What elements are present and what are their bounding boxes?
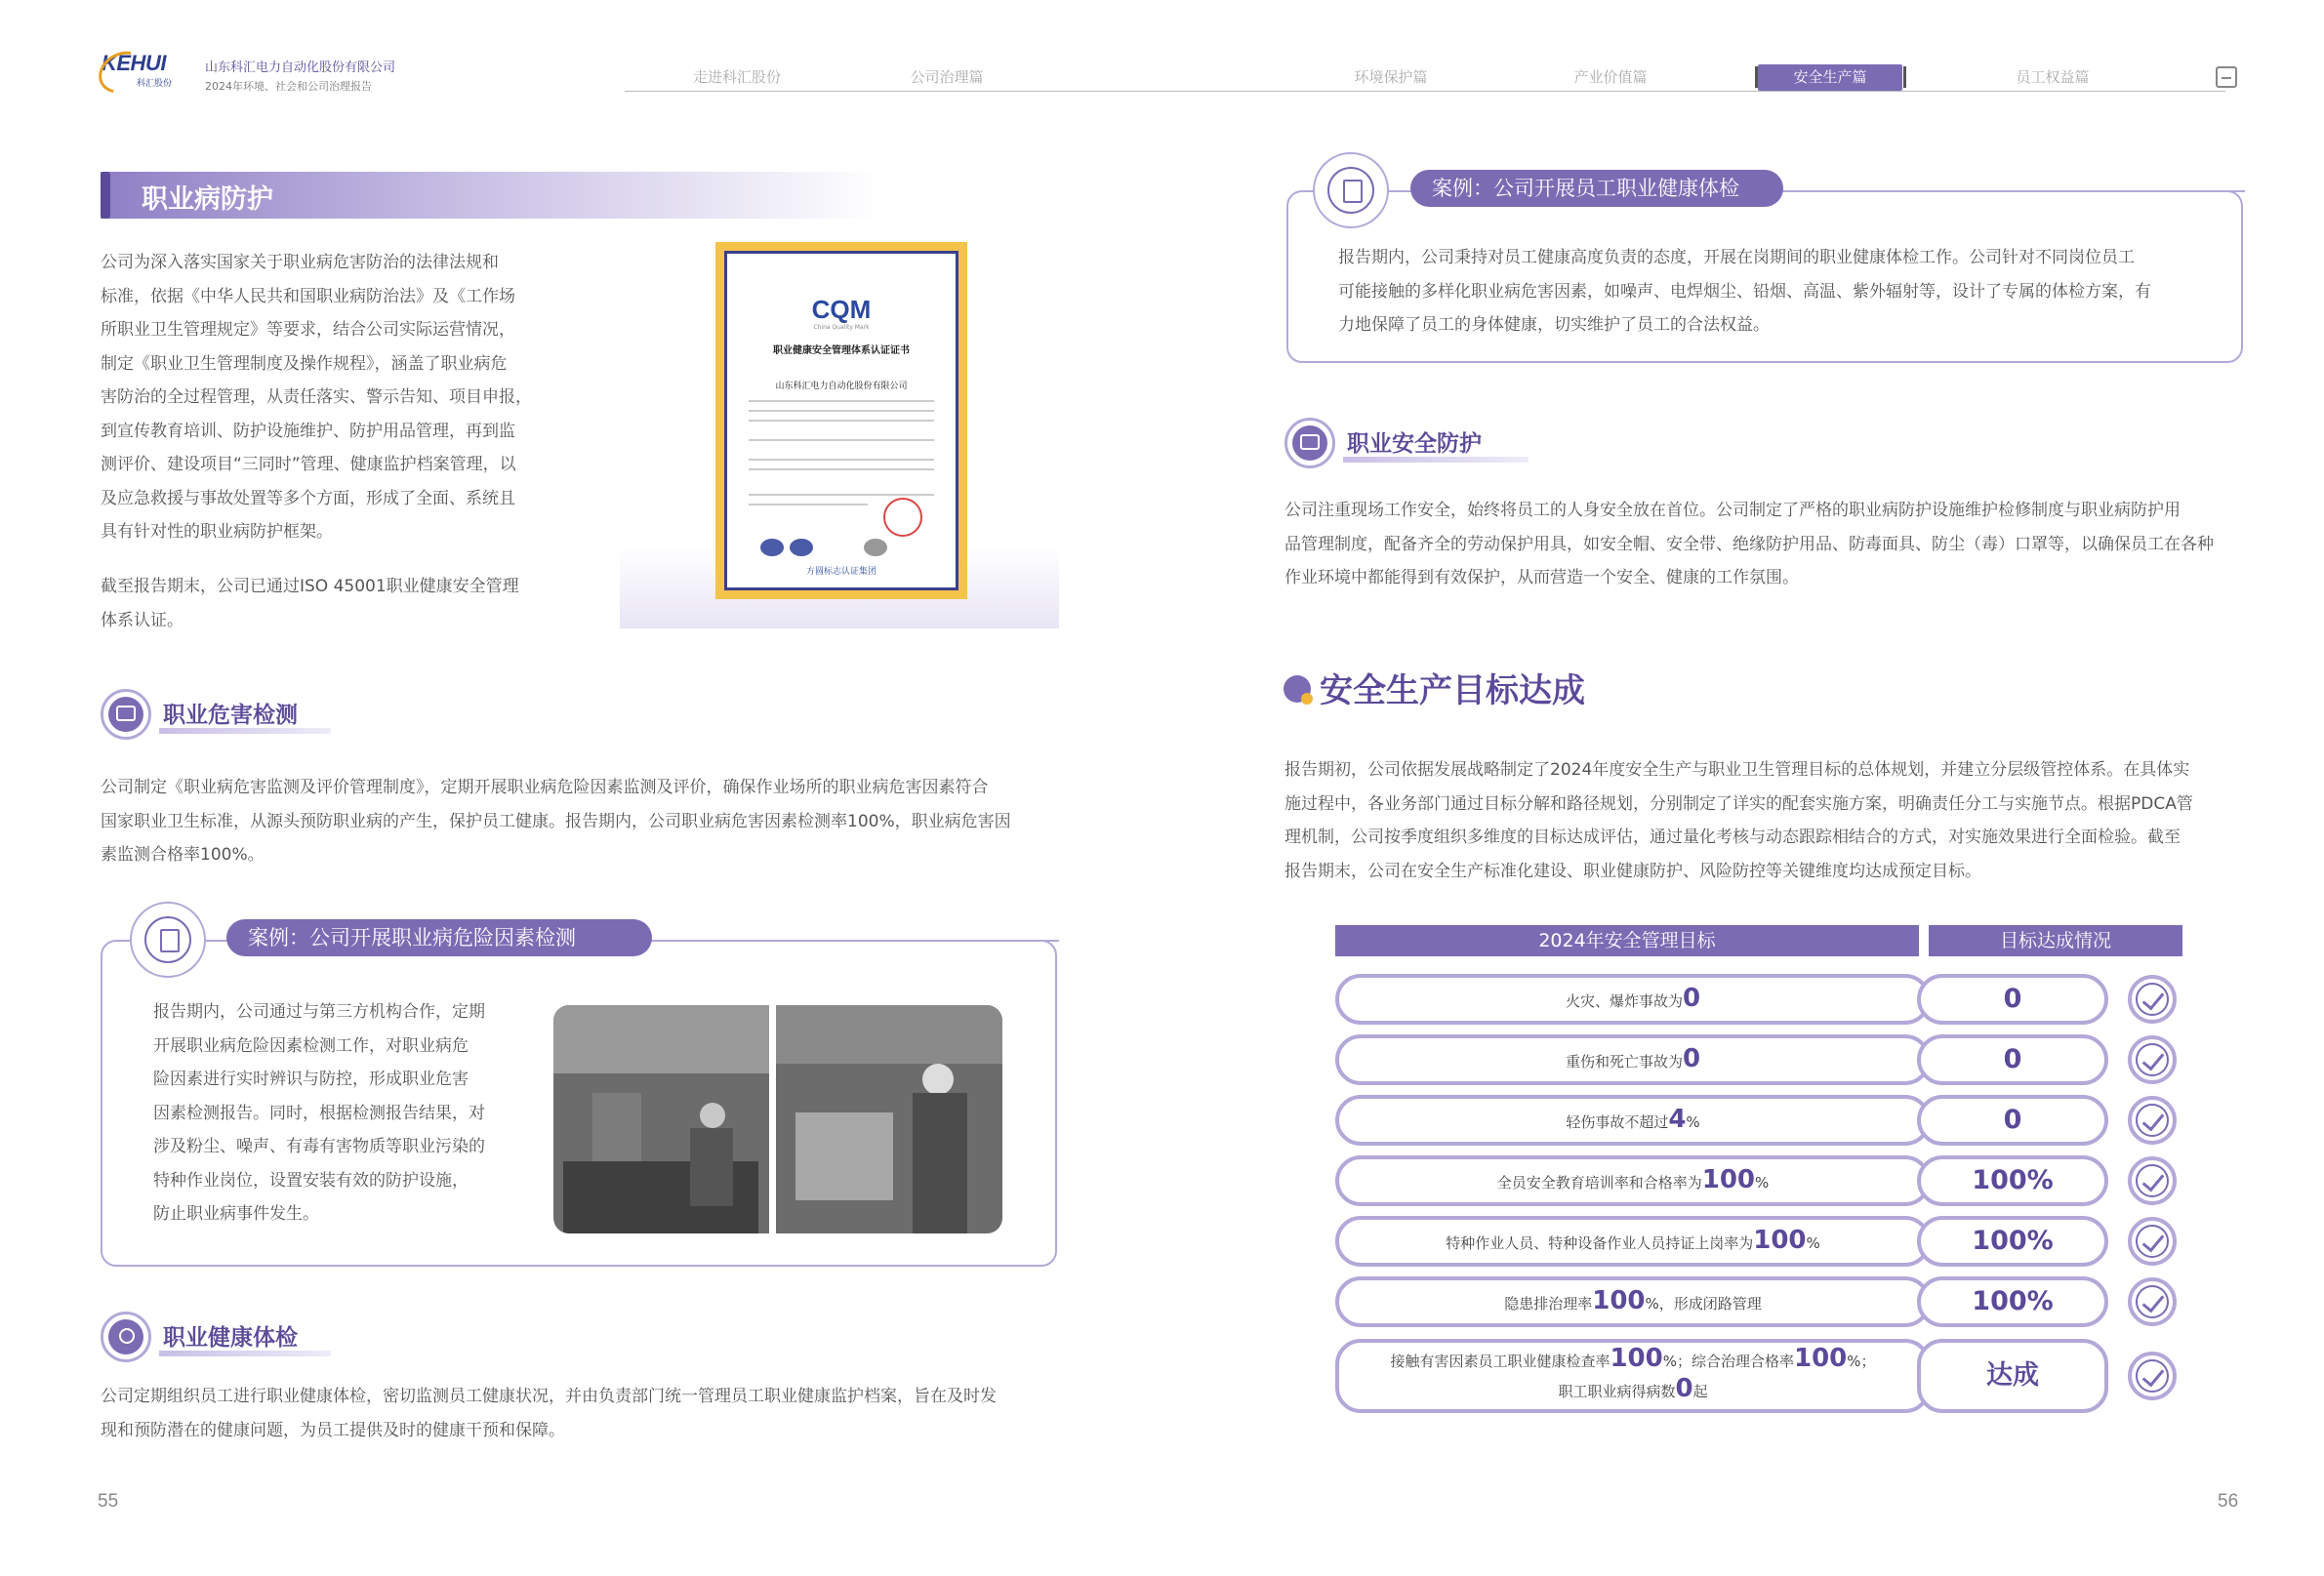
page-number-right: 56 bbox=[2218, 1491, 2239, 1512]
cqm-subtitle: China Quality Mark bbox=[813, 324, 870, 331]
certificate-issuer: 方圆标志认证集团 bbox=[805, 567, 877, 577]
safety-title: 职业安全防护 bbox=[1347, 431, 1482, 457]
target-text: 特种作业人员、特种设备作业人员持证上岗率为100% bbox=[1446, 1226, 1820, 1255]
check-icon bbox=[2128, 1156, 2177, 1205]
hazard-title: 职业危害检测 bbox=[163, 703, 298, 728]
cert-line bbox=[749, 504, 868, 505]
text-line: 国家职业卫生标准，从源头预防职业病的产生，保护员工健康。报告期内，公司职业病危害因素检测率100%，职业病危害因 bbox=[101, 811, 1011, 831]
text-line: 防止职业病事件发生。 bbox=[153, 1204, 319, 1224]
page-number-left: 55 bbox=[98, 1491, 119, 1512]
red-seal bbox=[883, 498, 922, 537]
target-result: 100% bbox=[1917, 1216, 2108, 1267]
text-line: 品管理制度，配备齐全的劳动保护用具，如安全帽、安全带、绝缘防护用品、防毒面具、防尘（毒）口罩等，以确保员工在各种 bbox=[1284, 534, 2214, 554]
case-title-hazard: 案例：公司开展职业病危险因素检测 bbox=[226, 919, 652, 956]
target-result: 0 bbox=[1917, 974, 2108, 1025]
cqm-logo: CQM bbox=[811, 295, 872, 324]
logo-subtext: 科汇股份 bbox=[137, 79, 173, 89]
target-text: 轻伤事故不超过4% bbox=[1566, 1105, 1700, 1134]
text-line: 到宣传教育培训、防护设施维护、防护用品管理，再到监 bbox=[101, 421, 515, 441]
table-row bbox=[1335, 1095, 2180, 1146]
iqnet-badge bbox=[864, 539, 887, 556]
target-result: 0 bbox=[1917, 1034, 2108, 1085]
table-header-status: 目标达成情况 bbox=[1929, 925, 2182, 956]
text-line: 开展职业病危险因素检测工作，对职业病危 bbox=[153, 1035, 469, 1056]
cert-line bbox=[749, 410, 934, 412]
target-result: 100% bbox=[1917, 1155, 2108, 1206]
table-row bbox=[1335, 1339, 2180, 1413]
table-row bbox=[1335, 1155, 2180, 1206]
table-row bbox=[1335, 1276, 2180, 1327]
certificate-company: 山东科汇电力自动化股份有限公司 bbox=[775, 382, 908, 391]
text-line: 报告期末，公司在安全生产标准化建设、职业健康防护、风险防控等关键维度均达成预定目标。 bbox=[1284, 861, 1981, 881]
text-line: 施过程中，各业务部门通过目标分解和路径规划，分别制定了详实的配套实施方案，明确责任分工与实施节点。根据PDCA管 bbox=[1284, 793, 2193, 814]
check-icon bbox=[2128, 1277, 2177, 1326]
target-result: 0 bbox=[1917, 1095, 2108, 1146]
text-line: 测评价、建设项目“三同时”管理、健康监护档案管理，以 bbox=[101, 455, 516, 474]
health-title: 职业健康体检 bbox=[163, 1325, 298, 1351]
certificate-frame bbox=[724, 251, 958, 590]
table-row bbox=[1335, 1034, 2180, 1085]
text-line: 害防治的全过程管理，从责任落实、警示告知、项目申报， bbox=[101, 387, 532, 407]
briefcase-icon bbox=[101, 689, 151, 740]
text-line: 及应急救援与事故处置等多个方面，形成了全面、系统且 bbox=[101, 488, 515, 508]
doctor-icon bbox=[101, 1312, 151, 1362]
safety-paragraph bbox=[1284, 494, 2251, 595]
text-line: 理机制，公司按季度组织多维度的目标达成评估，通过量化考核与动态跟踪相结合的方式，对实施效果进行全面检验。截至 bbox=[1284, 828, 2181, 847]
text-line: 可能接触的多样化职业病危害因素，如噪声、电焊烟尘、铅烟、高温、紫外辐射等，设计了专属的体检方案，有 bbox=[1338, 281, 2151, 302]
section-title: 职业病防护 bbox=[142, 184, 273, 215]
text-line: 涉及粉尘、噪声、有毒有害物质等职业污染的 bbox=[153, 1137, 485, 1156]
text-line: 险因素进行实时辨识与防控，形成职业危害 bbox=[153, 1070, 469, 1089]
target-text: 重伤和死亡事故为0 bbox=[1565, 1044, 1701, 1073]
photo-worker-measuring bbox=[553, 1005, 769, 1233]
nav-separator bbox=[1903, 66, 1906, 88]
table-row bbox=[1335, 1216, 2180, 1267]
company-name: 山东科汇电力自动化股份有限公司 bbox=[205, 61, 396, 75]
text-line: 具有针对性的职业病防护框架。 bbox=[101, 522, 333, 542]
text-line: 公司定期组织员工进行职业健康体检，密切监测员工健康状况，并由负责部门统一管理员工职业健康监护档案，旨在及时发 bbox=[101, 1387, 997, 1406]
target-result: 100% bbox=[1917, 1276, 2108, 1327]
iaf-badge bbox=[760, 539, 784, 556]
text-line: 报告期初，公司依据发展战略制定了2024年度安全生产与职业卫生管理目标的总体规划，并建立分层级管控体系。在具体实 bbox=[1284, 760, 2190, 780]
text-line: 力地保障了员工的身体健康，切实维护了员工的合法权益。 bbox=[1338, 315, 1770, 335]
logo-text: KEHUI bbox=[102, 51, 166, 75]
helmet-icon bbox=[1284, 418, 1335, 468]
cert-line bbox=[749, 494, 934, 496]
text-line: 特种作业岗位，设置安装有效的防护设施， bbox=[153, 1170, 469, 1191]
iso-paragraph bbox=[101, 570, 559, 637]
text-line: 现和预防潜在的健康问题，为员工提供及时的健康干预和保障。 bbox=[101, 1420, 565, 1440]
header bbox=[0, 0, 2324, 98]
intro-paragraph bbox=[101, 246, 559, 549]
cert-line bbox=[749, 439, 934, 441]
text-line: 素监测合格率100%。 bbox=[101, 845, 265, 865]
section-tab bbox=[101, 172, 110, 219]
target-text: 接触有害因素员工职业健康检查率100%；综合治理合格率100%； 职工职业病得病数0起 bbox=[1390, 1344, 1876, 1403]
case-line bbox=[1796, 190, 2245, 192]
cert-line bbox=[749, 459, 934, 461]
case-paragraph-hazard bbox=[153, 995, 544, 1232]
hazard-heading bbox=[101, 689, 335, 738]
chapter-nav bbox=[625, 64, 2225, 92]
text-line: 体系认证。 bbox=[101, 610, 183, 630]
check-icon bbox=[2128, 1096, 2177, 1145]
company-info bbox=[205, 59, 395, 96]
nav-item-safety[interactable]: 安全生产篇 bbox=[1758, 64, 1902, 91]
case-line bbox=[659, 940, 1059, 942]
text-line: 因素检测报告。同时，根据检测报告结果，对 bbox=[153, 1103, 485, 1123]
nav-item-environment[interactable]: 环境保护篇 bbox=[1354, 68, 1428, 86]
text-line: 公司制定《职业病危害监测及评价管理制度》，定期开展职业病危险因素监测及评价，确保作业场所的职业病危害因素符合 bbox=[101, 778, 989, 797]
company-logo bbox=[102, 51, 182, 96]
text-line: 制定《职业卫生管理制度及操作规程》，涵盖了职业病危 bbox=[101, 353, 508, 374]
text-line: 报告期内，公司秉持对员工健康高度负责的态度，开展在岗期间的职业健康体检工作。公司针对不同岗位员工 bbox=[1338, 248, 2135, 267]
health-heading bbox=[101, 1312, 335, 1360]
case-paragraph-health bbox=[1338, 241, 2217, 343]
check-icon bbox=[2128, 1035, 2177, 1084]
cert-line bbox=[749, 420, 934, 422]
cert-line bbox=[749, 468, 934, 470]
certificate-image bbox=[715, 242, 967, 599]
nav-item-employee[interactable]: 员工权益篇 bbox=[2016, 68, 2090, 86]
cert-line bbox=[749, 400, 934, 402]
nav-item-governance[interactable]: 公司治理篇 bbox=[910, 68, 984, 86]
text-line: 公司为深入落实国家关于职业病危害防治的法律法规和 bbox=[101, 253, 499, 272]
table-row bbox=[1335, 974, 2180, 1025]
text-line: 报告期内，公司通过与第三方机构合作，定期 bbox=[153, 1002, 485, 1022]
heading-dot-accent bbox=[1301, 693, 1313, 705]
text-line: 标准，依据《中华人民共和国职业病防治法》及《工作场 bbox=[101, 286, 515, 306]
target-text: 全员安全教育培训率和合格率为100% bbox=[1496, 1165, 1770, 1194]
nav-item-intro[interactable]: 走进科汇股份 bbox=[692, 68, 781, 86]
target-text: 隐患排治理率100%，形成闭路管理 bbox=[1504, 1286, 1762, 1315]
text-line: 公司注重现场工作安全，始终将员工的人身安全放在首位。公司制定了严格的职业病防护设施维护检修制度与职业病防护用 bbox=[1284, 501, 2181, 520]
goal-paragraph bbox=[1284, 753, 2251, 888]
report-title: 2024年环境、社会和公司治理报告 bbox=[205, 80, 372, 93]
table-header-target: 2024年安全管理目标 bbox=[1335, 925, 1919, 956]
check-icon bbox=[2128, 1217, 2177, 1266]
case-document-icon bbox=[130, 902, 206, 978]
safety-heading bbox=[1284, 418, 1538, 466]
target-text: 火灾、爆炸事故为0 bbox=[1565, 984, 1701, 1013]
text-line: 所职业卫生管理规定》等要求，结合公司实际运营情况， bbox=[101, 320, 515, 340]
text-line: 截至报告期末，公司已通过ISO 45001职业健康安全管理 bbox=[101, 577, 519, 596]
check-icon bbox=[2128, 1352, 2177, 1400]
text-line: 作业环境中都能得到有效保护，从而营造一个安全、健康的工作氛围。 bbox=[1284, 568, 1799, 587]
target-result: 达成 bbox=[1917, 1339, 2108, 1413]
goal-title: 安全生产目标达成 bbox=[1320, 671, 1585, 710]
photo-worker-inspection bbox=[776, 1005, 1002, 1233]
health-paragraph bbox=[101, 1380, 1067, 1447]
check-icon bbox=[2128, 975, 2177, 1024]
cnas-badge bbox=[790, 539, 813, 556]
nav-item-industry[interactable]: 产业价值篇 bbox=[1573, 68, 1648, 86]
case-title-health: 案例：公司开展员工职业健康体检 bbox=[1410, 170, 1783, 207]
book-icon[interactable] bbox=[2216, 66, 2237, 88]
case-document-icon bbox=[1313, 152, 1389, 228]
certificate-title: 职业健康安全管理体系认证证书 bbox=[773, 345, 910, 356]
section-title-bar bbox=[101, 172, 881, 219]
hazard-paragraph bbox=[101, 771, 1067, 872]
